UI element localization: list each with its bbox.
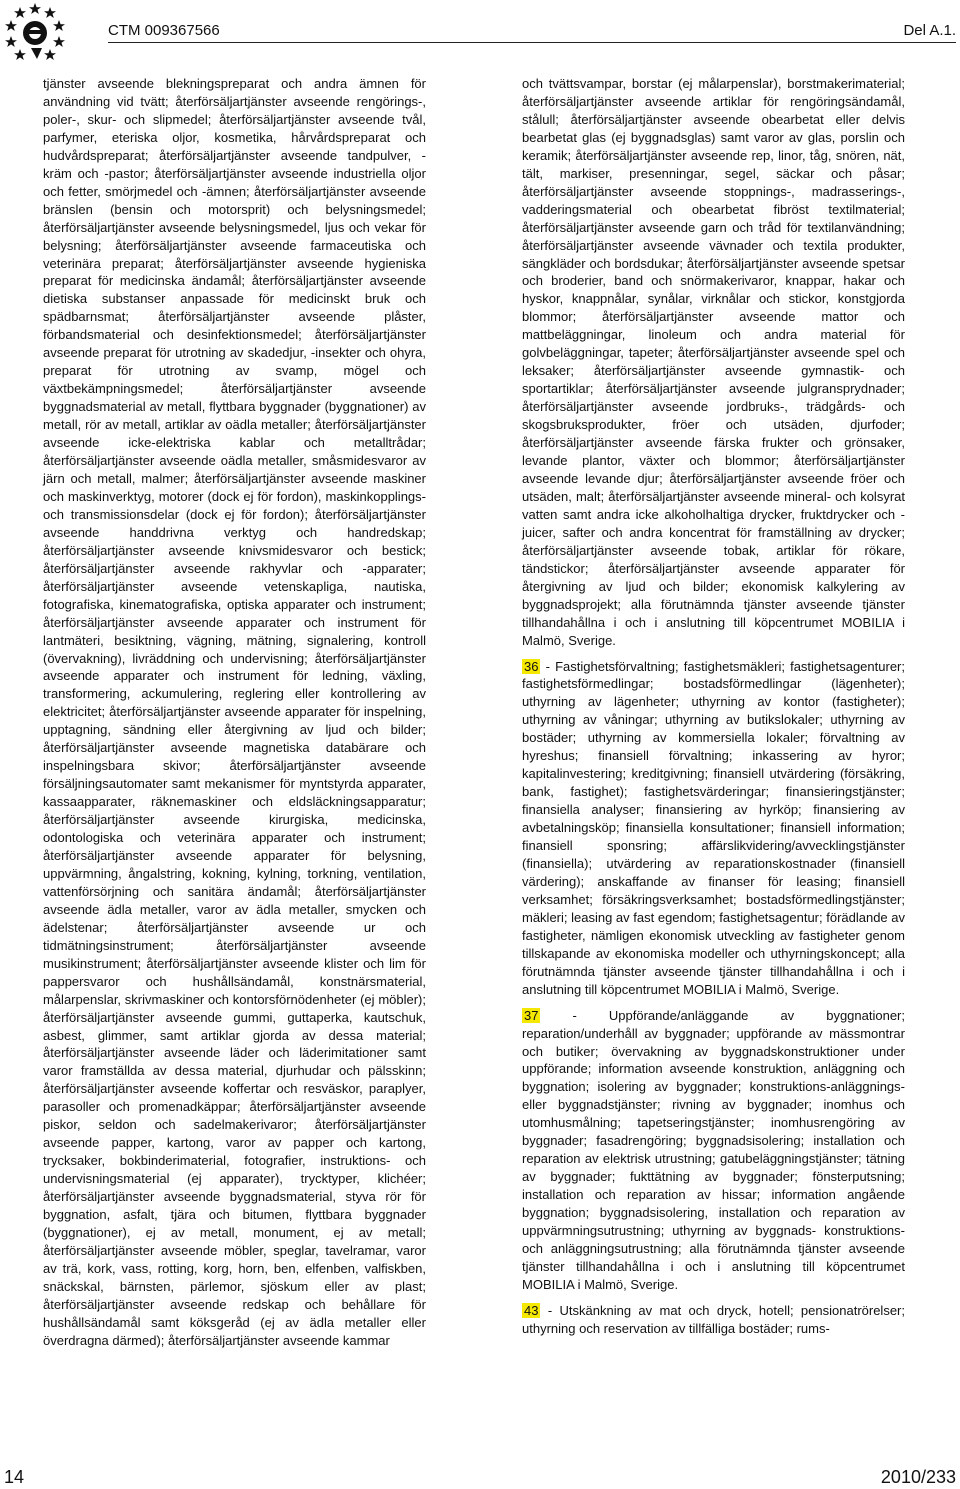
- header-rule: [108, 42, 956, 43]
- class-entry-text: - Uppförande/anläggande av byggnationer; reparation/underhåll av byggnader; uppförande av mässmontrar och butiker; övervakning av byggnadskonstruktioner under uppförande; information avseende konstruktion, anläggning och byggnation; isolering av byggnader; konstruktions-anläggnings- eller byggnadstjänster; rivning av byggnader; inomhus och utomhusmålning; tapetseringstjänster; inomhusrengöring av byggnader; fasadrengöring; byggnadsisolering; installation och reparation av elektrisk utrustning; gatubeläggningstjänster; tätning av byggnader; fukttätning av byggnader; fönsterputsning; installation och reparation av hissar; information angående byggnation; byggnadsisolering, installation och reparation av uppvärmningsutrustning; uthyrning av byggnads- konstruktions- och anläggningsutrustning; alla förutnämnda tjänster avseende tjänster tillhandahållna i och i anslutning till köpcentrumet MOBILIA i Malmö, Sverige.: [522, 1007, 905, 1292]
- class-entry-text: - Utskänkning av mat och dryck, hotell; pensionatrörelser; uthyrning och reservation av tillfälliga bostäder; rums-: [522, 1302, 905, 1336]
- bulletin-issue: 2010/233: [880, 1467, 956, 1487]
- section-label: Del A.1.: [903, 22, 956, 39]
- ohim-logo: [4, 2, 66, 64]
- right-column: [522, 75, 905, 1338]
- document-number: CTM 009367566: [108, 22, 220, 39]
- class-entry-37: [522, 1007, 905, 1294]
- class-number-badge: 36: [524, 658, 539, 674]
- page-number: 14: [4, 1467, 25, 1487]
- left-column-text: tjänster avseende blekningspreparat och andra ämnen för användning vid tvätt; återförsäljartjänster avseende rengörings-, poler-, skur- och slipmedel; återförsäljartjänster avseende tvål, parfymer, eteriska oljor, kosmetika, hårvårdspreparat och hudvårdspreparat; återförsäljartjänster avseende tandpulver, -kräm och -pastor; återförsäljartjänster avseende industriella oljor och fetter, smörjmedel och -ämnen; återförsäljartjänster avseende bränslen (bensin och motorsprit) och belysningsmedel; återförsäljartjänster avseende belysningsmedel, ljus och vekar för belysning; återförsäljartjänster avseende farmaceutiska och veterinära preparat; återförsäljartjänster avseende hygieniska preparat för medicinska ändamål; återförsäljartjänster avseende dietiska substanser anpassade för medicinskt bruk och spädbarnsmat; återförsäljartjänster avseende plåster, förbandsmaterial och desinfektionsmedel; återförsäljartjänster avseende preparat för utrotning av skadedjur, -insekter och ohyra, preparat för utrotning av svamp, mögel och växtbekämpningsmedel; återförsäljartjänster avseende byggnadsmaterial av metall, flyttbara byggnader (byggnationer) av metall, rör av metall, artiklar av oädla metaller; återförsäljartjänster avseende icke-elektriska kablar och metalltrådar; återförsäljartjänster avseende oädla metaller, småsmidesvaror av järn och metall, malmer; återförsäljartjänster avseende maskiner och maskinverktyg, motorer (dock ej för fordon), maskinkopplings- och transmissionsdelar (dock ej för fordon); återförsäljartjänster avseende handdrivna verktyg och handredskap; återförsäljartjänster avseende knivsmidesvaror och bestick; återförsäljartjänster avseende rakhyvlar och -apparater; återförsäljartjänster avseende vetenskapliga, nautiska, fotografiska, kinematografiska, optiska apparater och instrument; återförsäljartjänster avseende apparater och instrument för lantmäteri, besiktning, vägning, mätning, signalering, kontroll (övervakning), livräddning och undervisning; återförsäljartjänster avseende apparater och instrument för ledning, växling, transformering, ackumulering, reglering eller kontrollering av elektricitet; återförsäljartjänster avseende apparater för inspelning, upptagning, sändning eller återgivning av ljud och bilder; återförsäljartjänster avseende magnetiska databärare och inspelningsbara skivor; återförsäljartjänster avseende försäljningsautomater samt mekanismer för myntstyrda apparater, kassaapparater, räknemaskiner och eldsläckningsapparatur; återförsäljartjänster avseende kirurgiska, medicinska, odontologiska och veterinära apparater och instrument; återförsäljartjänster avseende apparater för belysning, uppvärmning, ångalstring, kokning, kylning, torkning, ventilation, vattenförsörjning och sanitära ändamål; återförsäljartjänster avseende ädla metaller, varor av ädla metaller, smycken och ädelstenar; återförsäljartjänster avseende ur och tidmätningsinstrument; återförsäljartjänster avseende musikinstrument; återförsäljartjänster avseende klister och lim för pappersvaror och hushållsändamål, konstnärsmaterial, målarpenslar, skrivmaskiner och kontorsförnödenheter (ej möbler); återförsäljartjänster avseende gummi, guttaperka, kautschuk, asbest, glimmer, samt artiklar gjorda av dessa material; återförsäljartjänster avseende läder och läderimitationer samt varor framställda av dessa material, djurhudar och pälsskinn; återförsäljartjänster avseende koffertar och resväskor, paraplyer, parasoller och promenadkäppar; återförsäljartjänster avseende piskor, seldon och sadelmakerivaror; återförsäljartjänster avseende papper, kartong, varor av papper och kartong, trycksaker, bokbinderimaterial, fotografier, instruktions- och undervisningsmaterial (ej apparater), trycktyper, klichéer; återförsäljartjänster avseende byggnadsmaterial, styva rör för byggnation, asfalt, tjära och bitumen, flyttbara byggnader (byggnationer), ej av metall, monument, ej av metall; återförsäljartjänster avseende möbler, speglar, tavelramar, varor av trä, kork, vass, rotting, korg, horn, ben, elfenben, valfiskben, snäckskal, bärnsten, pärlemor, sjöskum eller av plast; återförsäljartjänster avseende redskap och behållare för hushållsändamål samt köksgeråd (ej av ädla metaller eller överdragna därmed); återförsäljartjänster avseende kammar: [43, 76, 426, 1348]
- class-entry-43: [522, 1302, 905, 1338]
- class-entry-text: - Fastighetsförvaltning; fastighetsmäkleri; fastighetsagenturer; fastighetsförmedlingar; bostadsförmedlingar (lägenheter); uthyrning av lägenheter; uthyrning av kontor (fastigheter); uthyrning av våningar; uthyrning av butikslokaler; uthyrning av bostäder; uthyrning av kommersiella lokaler; förvaltning av hyreshus; finansiell förvaltning; inkassering av hyror; kapitalinvestering; kreditgivning; finansiell utvärdering (försäkring, bank, fastighet); fastighetsvärderingar; finansieringstjänster; finansiella analyser; finansiering av hyrköp; finansiering av avbetalningsköp; finansiella konsultationer; finansiell information; finansiell sponsring; affärslikvidering/avvecklingstjänster (finansiella); utvärdering av reparationskostnader (finansiell värdering); anskaffande av finanser för leasing; finansiell verksamhet; försäkringsverksamhet; bostadsförmedlingstjänster; mäkleri; leasing av fast egendom; fastighetsagentur; förädlande av fastigheter, nämligen ekonomisk utveckling av fastigheter genom tillskapande av ekonomiska modeller och uthyrningskoncept; alla förutnämnda tjänster avseende tjänster tillhandahållna i och i anslutning till köpcentrumet MOBILIA i Malmö, Sverige.: [522, 658, 906, 997]
- class-entry-36: [522, 658, 905, 999]
- right-column-intro: och tvättsvampar, borstar (ej målarpenslar), borstmakerimaterial; återförsäljartjänster avseende artiklar för rengöringsändamål, stålull; återförsäljartjänster avseende obearbetat eller delvis bearbetat glas (ej byggnadsglas) samt varor av glas, porslin och keramik; återförsäljartjänster avseende rep, linor, tåg, snören, nät, tält, markiser, presenningar, segel, säckar och påsar; återförsäljartjänster avseende stoppnings-, madrasserings-, vadderingsmaterial och obearbetat fibröst textilmaterial; återförsäljartjänster avseende garn och tråd för textilanvändning; återförsäljartjänster avseende vävnader och textila produkter, sängkläder och bordsdukar; återförsäljartjänster avseende spetsar och broderier, band och snörmakerivaror, knappar, hakar och hyskor, knappnålar, synålar, virknålar och stickor, konstgjorda blommor; återförsäljartjänster avseende mattor och mattbeläggningar, linoleum och andra material för golvbeläggningar, tapeter; återförsäljartjänster avseende spel och leksaker; återförsäljartjänster avseende gymnastik- och sportartiklar; återförsäljartjänster avseende julgransprydnader; återförsäljartjänster avseende jordbruks-, trädgårds- och skogsbruksprodukter, fröer och utsäden, djurfoder; återförsäljartjänster avseende färska frukter och grönsaker, levande plantor, växter och blommor; återförsäljartjänster avseende levande djur; återförsäljartjänster avseende fröer och utsäden, malt; återförsäljartjänster avseende mineral- och kolsyrat vatten samt andra icke alkoholhaltiga drycker, fruktdrycker och -juicer, safter och andra koncentrat för framställning av drycker; återförsäljartjänster avseende tobak, artiklar för rökare, tändstickor; återförsäljartjänster avseende apparater för återgivning av ljud och bilder; ekonomisk kalkylering av byggnadsprojekt; alla förutnämnda tjänster avseende tjänster tillhandahållna i och i anslutning till köpcentrumet MOBILIA i Malmö, Sverige.: [522, 76, 905, 648]
- left-column: [43, 75, 426, 1350]
- class-number-badge: 43: [524, 1302, 539, 1318]
- class-number-badge: 37: [524, 1007, 539, 1023]
